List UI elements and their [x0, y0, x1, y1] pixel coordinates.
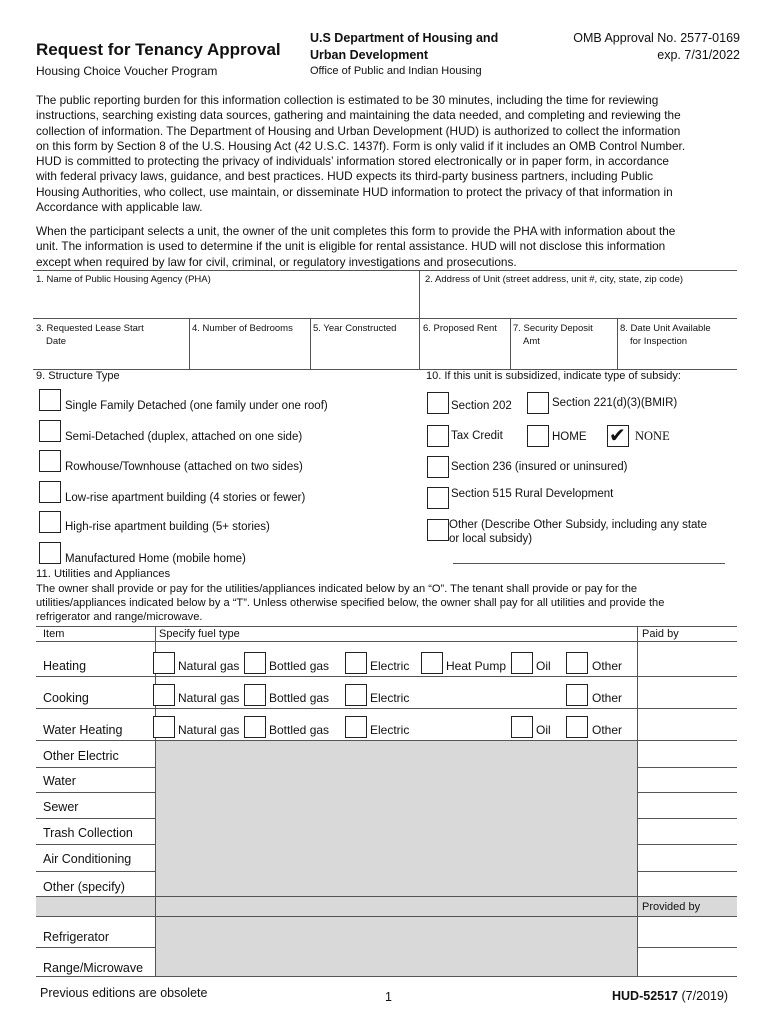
rowhouse-checkbox[interactable]: [39, 450, 61, 472]
water-heating-bottled-gas-checkbox[interactable]: [244, 716, 266, 738]
burden-line: collection of information. The Department of Housing and Urban Development (HUD) is authorized to collect the information: [36, 123, 681, 138]
burden-line: Accordance with applicable law.: [36, 200, 203, 215]
single-family-checkbox[interactable]: [39, 389, 61, 411]
structure-type-title: 9. Structure Type: [36, 370, 120, 382]
divider: [637, 844, 737, 845]
pha-name-field[interactable]: 1. Name of Public Housing Agency (PHA): [36, 274, 211, 285]
unit-address-field[interactable]: 2. Address of Unit (street address, unit #, city, state, zip code): [425, 274, 684, 285]
heating-heat-pump-label: Heat Pump: [446, 659, 507, 673]
divider: [617, 318, 618, 369]
form-number: [612, 989, 728, 1003]
department-line-2: Urban Development: [310, 48, 429, 62]
utilities-desc-line: utilities/appliances indicated below by a “T”. Unless otherwise specified below, the owner shall pay for all utilities and provide the: [36, 597, 665, 610]
lease-start-label-2: Date: [46, 336, 67, 347]
row-water: Water: [43, 774, 76, 788]
cooking-natural-gas-checkbox[interactable]: [153, 684, 175, 706]
low-rise-label: Low-rise apartment building (4 stories or fewer): [65, 492, 306, 504]
cooking-natural-gas-label: Natural gas: [178, 691, 240, 705]
row-air-conditioning: Air Conditioning: [43, 852, 132, 866]
office-name: Office of Public and Indian Housing: [310, 65, 482, 77]
year-constructed-field[interactable]: 5. Year Constructed: [313, 323, 397, 334]
provided-by-header: Provided by: [642, 901, 701, 913]
cooking-electric-checkbox[interactable]: [345, 684, 367, 706]
footer-obsolete-note: Previous editions are obsolete: [40, 986, 208, 1000]
rowhouse-label: Rowhouse/Townhouse (attached on two sides): [65, 461, 303, 473]
heating-electric-label: Electric: [370, 659, 410, 673]
divider: [36, 976, 737, 977]
water-heating-electric-checkbox[interactable]: [345, 716, 367, 738]
shaded-area: [155, 740, 637, 976]
divider: [419, 270, 420, 370]
divider: [155, 626, 156, 976]
row-water-heating: Water Heating: [43, 723, 123, 737]
divider: [36, 818, 155, 819]
divider: [36, 767, 155, 768]
department-line-1: U.S Department of Housing and: [310, 31, 499, 45]
heating-natural-gas-checkbox[interactable]: [153, 652, 175, 674]
form-number-code: HUD-52517: [612, 989, 679, 1003]
heating-electric-checkbox[interactable]: [345, 652, 367, 674]
section-202-checkbox[interactable]: [427, 392, 449, 414]
section-221-label: Section 221(d)(3)(BMIR): [552, 397, 678, 409]
divider: [637, 947, 737, 948]
other-subsidy-checkbox[interactable]: [427, 519, 449, 541]
row-trash-collection: Trash Collection: [43, 826, 133, 840]
divider: [36, 871, 155, 872]
use-line: unit. The information is used to determine if the unit is eligible for rental assistance. HUD will not disclose this information: [36, 239, 666, 254]
divider: [36, 626, 737, 627]
manufactured-home-label: Manufactured Home (mobile home): [65, 553, 246, 565]
divider: [36, 896, 737, 897]
divider: [36, 676, 737, 677]
semi-detached-checkbox[interactable]: [39, 420, 61, 442]
heating-other-checkbox[interactable]: [566, 652, 588, 674]
use-line: When the participant selects a unit, the owner of the unit completes this form to provide the PHA with information about the: [36, 224, 676, 238]
omb-expiration: exp. 7/31/2022: [657, 48, 740, 62]
divider: [189, 318, 190, 369]
water-heating-electric-label: Electric: [370, 723, 410, 737]
col-paid-header: Paid by: [642, 628, 679, 640]
burden-line: HUD is committed to protecting the privacy of individuals’ information stored electronically or in paper form, in accordance: [36, 154, 669, 169]
section-515-checkbox[interactable]: [427, 487, 449, 509]
section-236-label: Section 236 (insured or uninsured): [451, 461, 628, 473]
high-rise-label: High-rise apartment building (5+ stories): [65, 521, 270, 533]
utilities-description: [36, 582, 746, 625]
date-available-label-2: for Inspection: [630, 336, 688, 347]
bedrooms-field[interactable]: 4. Number of Bedrooms: [192, 323, 293, 334]
heating-bottled-gas-checkbox[interactable]: [244, 652, 266, 674]
section-236-checkbox[interactable]: [427, 456, 449, 478]
lease-start-field[interactable]: [36, 322, 144, 348]
date-available-field[interactable]: [620, 322, 711, 348]
row-cooking: Cooking: [43, 691, 89, 705]
home-checkbox[interactable]: [527, 425, 549, 447]
divider: [637, 626, 638, 976]
burden-line: with federal privacy laws, guidance, and best practices. HUD expects its third-party business partners, including Public: [36, 169, 654, 184]
water-heating-oil-label: Oil: [536, 723, 551, 737]
single-family-label: Single Family Detached (one family under one roof): [65, 400, 328, 412]
page-number: 1: [385, 990, 392, 1004]
section-221-checkbox[interactable]: [527, 392, 549, 414]
burden-line: instructions, searching existing data sources, gathering and maintaining the data needed, and completing and reviewing the: [36, 108, 681, 123]
omb-approval: [520, 30, 740, 64]
subsidy-title: 10. If this unit is subsidized, indicate type of subsidy:: [426, 370, 681, 382]
divider: [36, 916, 737, 917]
divider: [36, 641, 737, 642]
utilities-desc-line: The owner shall provide or pay for the utilities/appliances indicated below by an “O”. The tenant shall provide or pay for the: [36, 583, 638, 595]
semi-detached-label: Semi-Detached (duplex, attached on one side): [65, 431, 303, 443]
divider: [36, 947, 155, 948]
department-name: [310, 30, 510, 64]
row-range-microwave: Range/Microwave: [43, 961, 144, 975]
security-deposit-field[interactable]: [513, 322, 593, 348]
tax-credit-label: Tax Credit: [451, 430, 503, 442]
security-deposit-label-2: Amt: [523, 336, 540, 347]
checkmark-icon: ✔: [609, 425, 626, 447]
other-subsidy-input[interactable]: [453, 563, 725, 564]
water-heating-other-checkbox[interactable]: [566, 716, 588, 738]
use-line: except when required by law for civil, criminal, or regulatory investigations and prosecutions.: [36, 254, 517, 269]
water-heating-bottled-gas-label: Bottled gas: [269, 723, 330, 737]
row-other-electric: Other Electric: [43, 749, 119, 763]
col-item-header: Item: [43, 628, 65, 640]
row-other-specify: Other (specify): [43, 880, 125, 894]
divider: [510, 318, 511, 369]
form-title: Request for Tenancy Approval: [36, 40, 281, 59]
cooking-other-label: Other: [592, 691, 623, 705]
program-name: Housing Choice Voucher Program: [36, 64, 218, 78]
burden-line: Housing Authorities, who collect, use maintain, or disseminate HUD information to protect the privacy of that information in: [36, 184, 673, 199]
divider: [637, 792, 737, 793]
other-subsidy-line-1: Other (Describe Other Subsidy, including any state: [449, 519, 708, 531]
divider: [637, 818, 737, 819]
cooking-other-checkbox[interactable]: [566, 684, 588, 706]
other-subsidy-line-2: or local subsidy): [449, 533, 533, 545]
manufactured-home-checkbox[interactable]: [39, 542, 61, 564]
row-heating: Heating: [43, 659, 87, 673]
burden-line: on this form by Section 8 of the U.S. Housing Act (42 U.S.C. 1437f). Form is only valid if it includes an OMB Control Number.: [36, 138, 686, 153]
divider: [637, 871, 737, 872]
divider: [33, 270, 737, 271]
divider: [637, 767, 737, 768]
water-heating-natural-gas-label: Natural gas: [178, 723, 240, 737]
high-rise-checkbox[interactable]: [39, 511, 61, 533]
divider: [36, 740, 737, 741]
utilities-title: 11. Utilities and Appliances: [36, 568, 171, 580]
home-label: HOME: [552, 431, 587, 443]
omb-number: OMB Approval No. 2577-0169: [573, 31, 740, 45]
other-subsidy-label: [449, 518, 707, 546]
burden-statement: [36, 93, 736, 215]
cooking-bottled-gas-label: Bottled gas: [269, 691, 330, 705]
divider: [36, 708, 737, 709]
section-202-label: Section 202: [451, 400, 512, 412]
utilities-desc-line: refrigerator and range/microwave.: [36, 611, 203, 624]
form-number-date: (7/2019): [681, 989, 729, 1003]
heating-bottled-gas-label: Bottled gas: [269, 659, 330, 673]
cooking-electric-label: Electric: [370, 691, 410, 705]
proposed-rent-field[interactable]: 6. Proposed Rent: [423, 323, 497, 334]
cooking-bottled-gas-checkbox[interactable]: [244, 684, 266, 706]
tax-credit-checkbox[interactable]: [427, 425, 449, 447]
security-deposit-label: 7. Security Deposit: [513, 323, 593, 334]
lease-start-label: 3. Requested Lease Start: [36, 323, 144, 334]
burden-line: The public reporting burden for this information collection is estimated to be 30 minutes, including the time for reviewing: [36, 93, 659, 107]
date-available-label: 8. Date Unit Available: [620, 323, 711, 334]
heating-natural-gas-label: Natural gas: [178, 659, 240, 673]
low-rise-checkbox[interactable]: [39, 481, 61, 503]
none-label: NONE: [635, 429, 670, 443]
divider: [36, 792, 155, 793]
heating-heat-pump-checkbox[interactable]: [421, 652, 443, 674]
heating-other-label: Other: [592, 659, 623, 673]
heating-oil-checkbox[interactable]: [511, 652, 533, 674]
divider: [36, 844, 155, 845]
heating-oil-label: Oil: [536, 659, 551, 673]
use-statement: [36, 224, 736, 270]
water-heating-natural-gas-checkbox[interactable]: [153, 716, 175, 738]
water-heating-other-label: Other: [592, 723, 623, 737]
water-heating-oil-checkbox[interactable]: [511, 716, 533, 738]
col-fuel-header: Specify fuel type: [159, 628, 240, 640]
divider: [33, 318, 737, 319]
row-refrigerator: Refrigerator: [43, 930, 109, 944]
section-515-label: Section 515 Rural Development: [451, 488, 614, 500]
divider: [310, 318, 311, 369]
row-sewer: Sewer: [43, 800, 79, 814]
shaded-area: [36, 896, 637, 916]
